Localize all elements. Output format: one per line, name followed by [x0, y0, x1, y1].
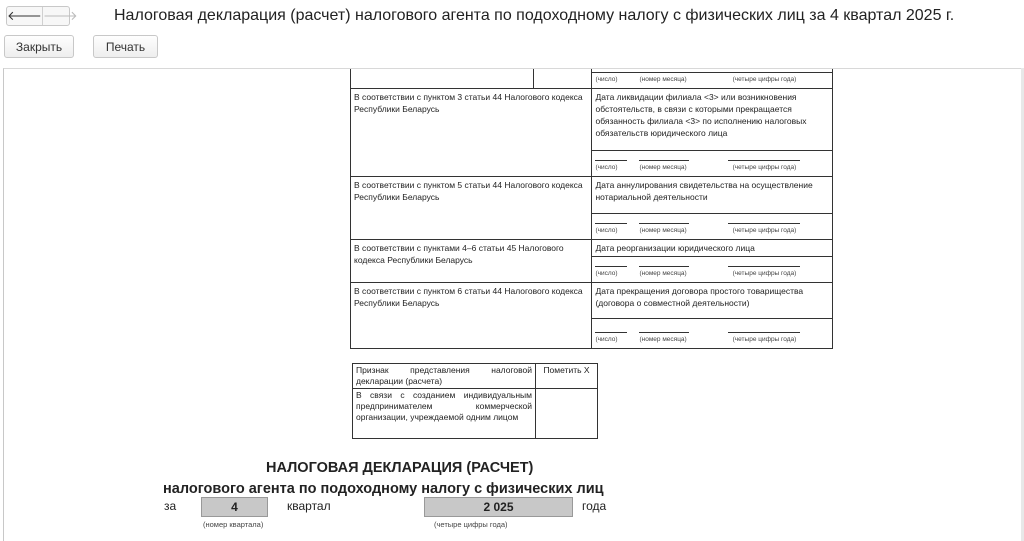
date-fields	[592, 257, 833, 283]
date-fields	[592, 319, 833, 349]
section-event: Дата ликвидации филиала <3> или возникновения обстоятельств, в связи с которыми прекращается обязанность филиала <3> по исполнению налоговых обязательств юридического лица	[592, 89, 833, 151]
quarter-field[interactable]: 4	[201, 497, 268, 517]
submission-mark-table	[352, 363, 598, 439]
year-label: (четыре цифры года)	[728, 332, 800, 346]
table-cell	[533, 68, 592, 89]
table-cell	[351, 68, 534, 89]
navigation-buttons	[6, 6, 78, 26]
day-label: (число)	[595, 266, 627, 280]
day-label: (число)	[595, 223, 627, 237]
day-label: (число)	[595, 160, 627, 174]
cessation-table	[350, 68, 833, 349]
mark-row-value[interactable]	[536, 389, 598, 439]
quarter-label: квартал	[287, 499, 331, 513]
date-fields	[592, 151, 833, 177]
year-label: (четыре цифры года)	[728, 160, 800, 174]
arrow-left-icon[interactable]: 🡐	[7, 8, 42, 23]
section-basis: В соответствии с пунктами 4–6 статьи 45 Налогового кодекса Республики Беларусь	[351, 240, 592, 283]
section-basis: В соответствии с пунктом 5 статьи 44 Налогового кодекса Республики Беларусь	[351, 177, 592, 240]
day-label: (число)	[595, 72, 627, 86]
month-label: (номер месяца)	[639, 223, 689, 237]
year-label: (четыре цифры года)	[728, 266, 800, 280]
month-label: (номер месяца)	[639, 72, 689, 86]
print-button[interactable]: Печать	[93, 35, 158, 58]
date-fields	[592, 214, 833, 240]
mark-header-value: Пометить X	[536, 364, 598, 389]
section-event: Дата прекращения договора простого товарищества (договора о совместной деятельности)	[592, 283, 833, 319]
day-label: (число)	[595, 332, 627, 346]
section-basis: В соответствии с пунктом 3 статьи 44 Налогового кодекса Республики Беларусь	[351, 89, 592, 177]
section-basis: В соответствии с пунктом 6 статьи 44 Налогового кодекса Республики Беларусь	[351, 283, 592, 349]
arrow-right-icon[interactable]: 🡒	[42, 8, 78, 23]
declaration-heading: НАЛОГОВАЯ ДЕКЛАРАЦИЯ (РАСЧЕТ)	[266, 460, 534, 476]
month-label: (номер месяца)	[639, 160, 689, 174]
quarter-note: (номер квартала)	[203, 520, 264, 529]
document-view[interactable]	[3, 68, 1024, 541]
month-label: (номер месяца)	[639, 266, 689, 280]
close-button[interactable]: Закрыть	[4, 35, 74, 58]
mark-header-label: Признак представления налоговой декларации (расчета)	[353, 364, 536, 389]
date-fields	[592, 73, 833, 89]
year-label: года	[582, 499, 607, 513]
window-title: Налоговая декларация (расчет) налогового агента по подоходному налогу с физических лиц за 4 квартал 2025 г.	[114, 7, 955, 24]
mark-row-label: В связи с созданием индивидуальным предпринимателем коммерческой организации, учреждаемой одним лицом	[353, 389, 536, 439]
declaration-subheading: налогового агента по подоходному налогу с физических лиц	[163, 481, 604, 497]
year-field[interactable]: 2 025	[424, 497, 573, 517]
year-note: (четыре цифры года)	[434, 520, 508, 529]
section-event: Дата реорганизации юридического лица	[592, 240, 833, 257]
section-event: Дата аннулирования свидетельства на осуществление нотариальной деятельности	[592, 177, 833, 214]
year-label: (четыре цифры года)	[728, 72, 800, 86]
month-label: (номер месяца)	[639, 332, 689, 346]
for-label: за	[164, 499, 177, 513]
year-label: (четыре цифры года)	[728, 223, 800, 237]
